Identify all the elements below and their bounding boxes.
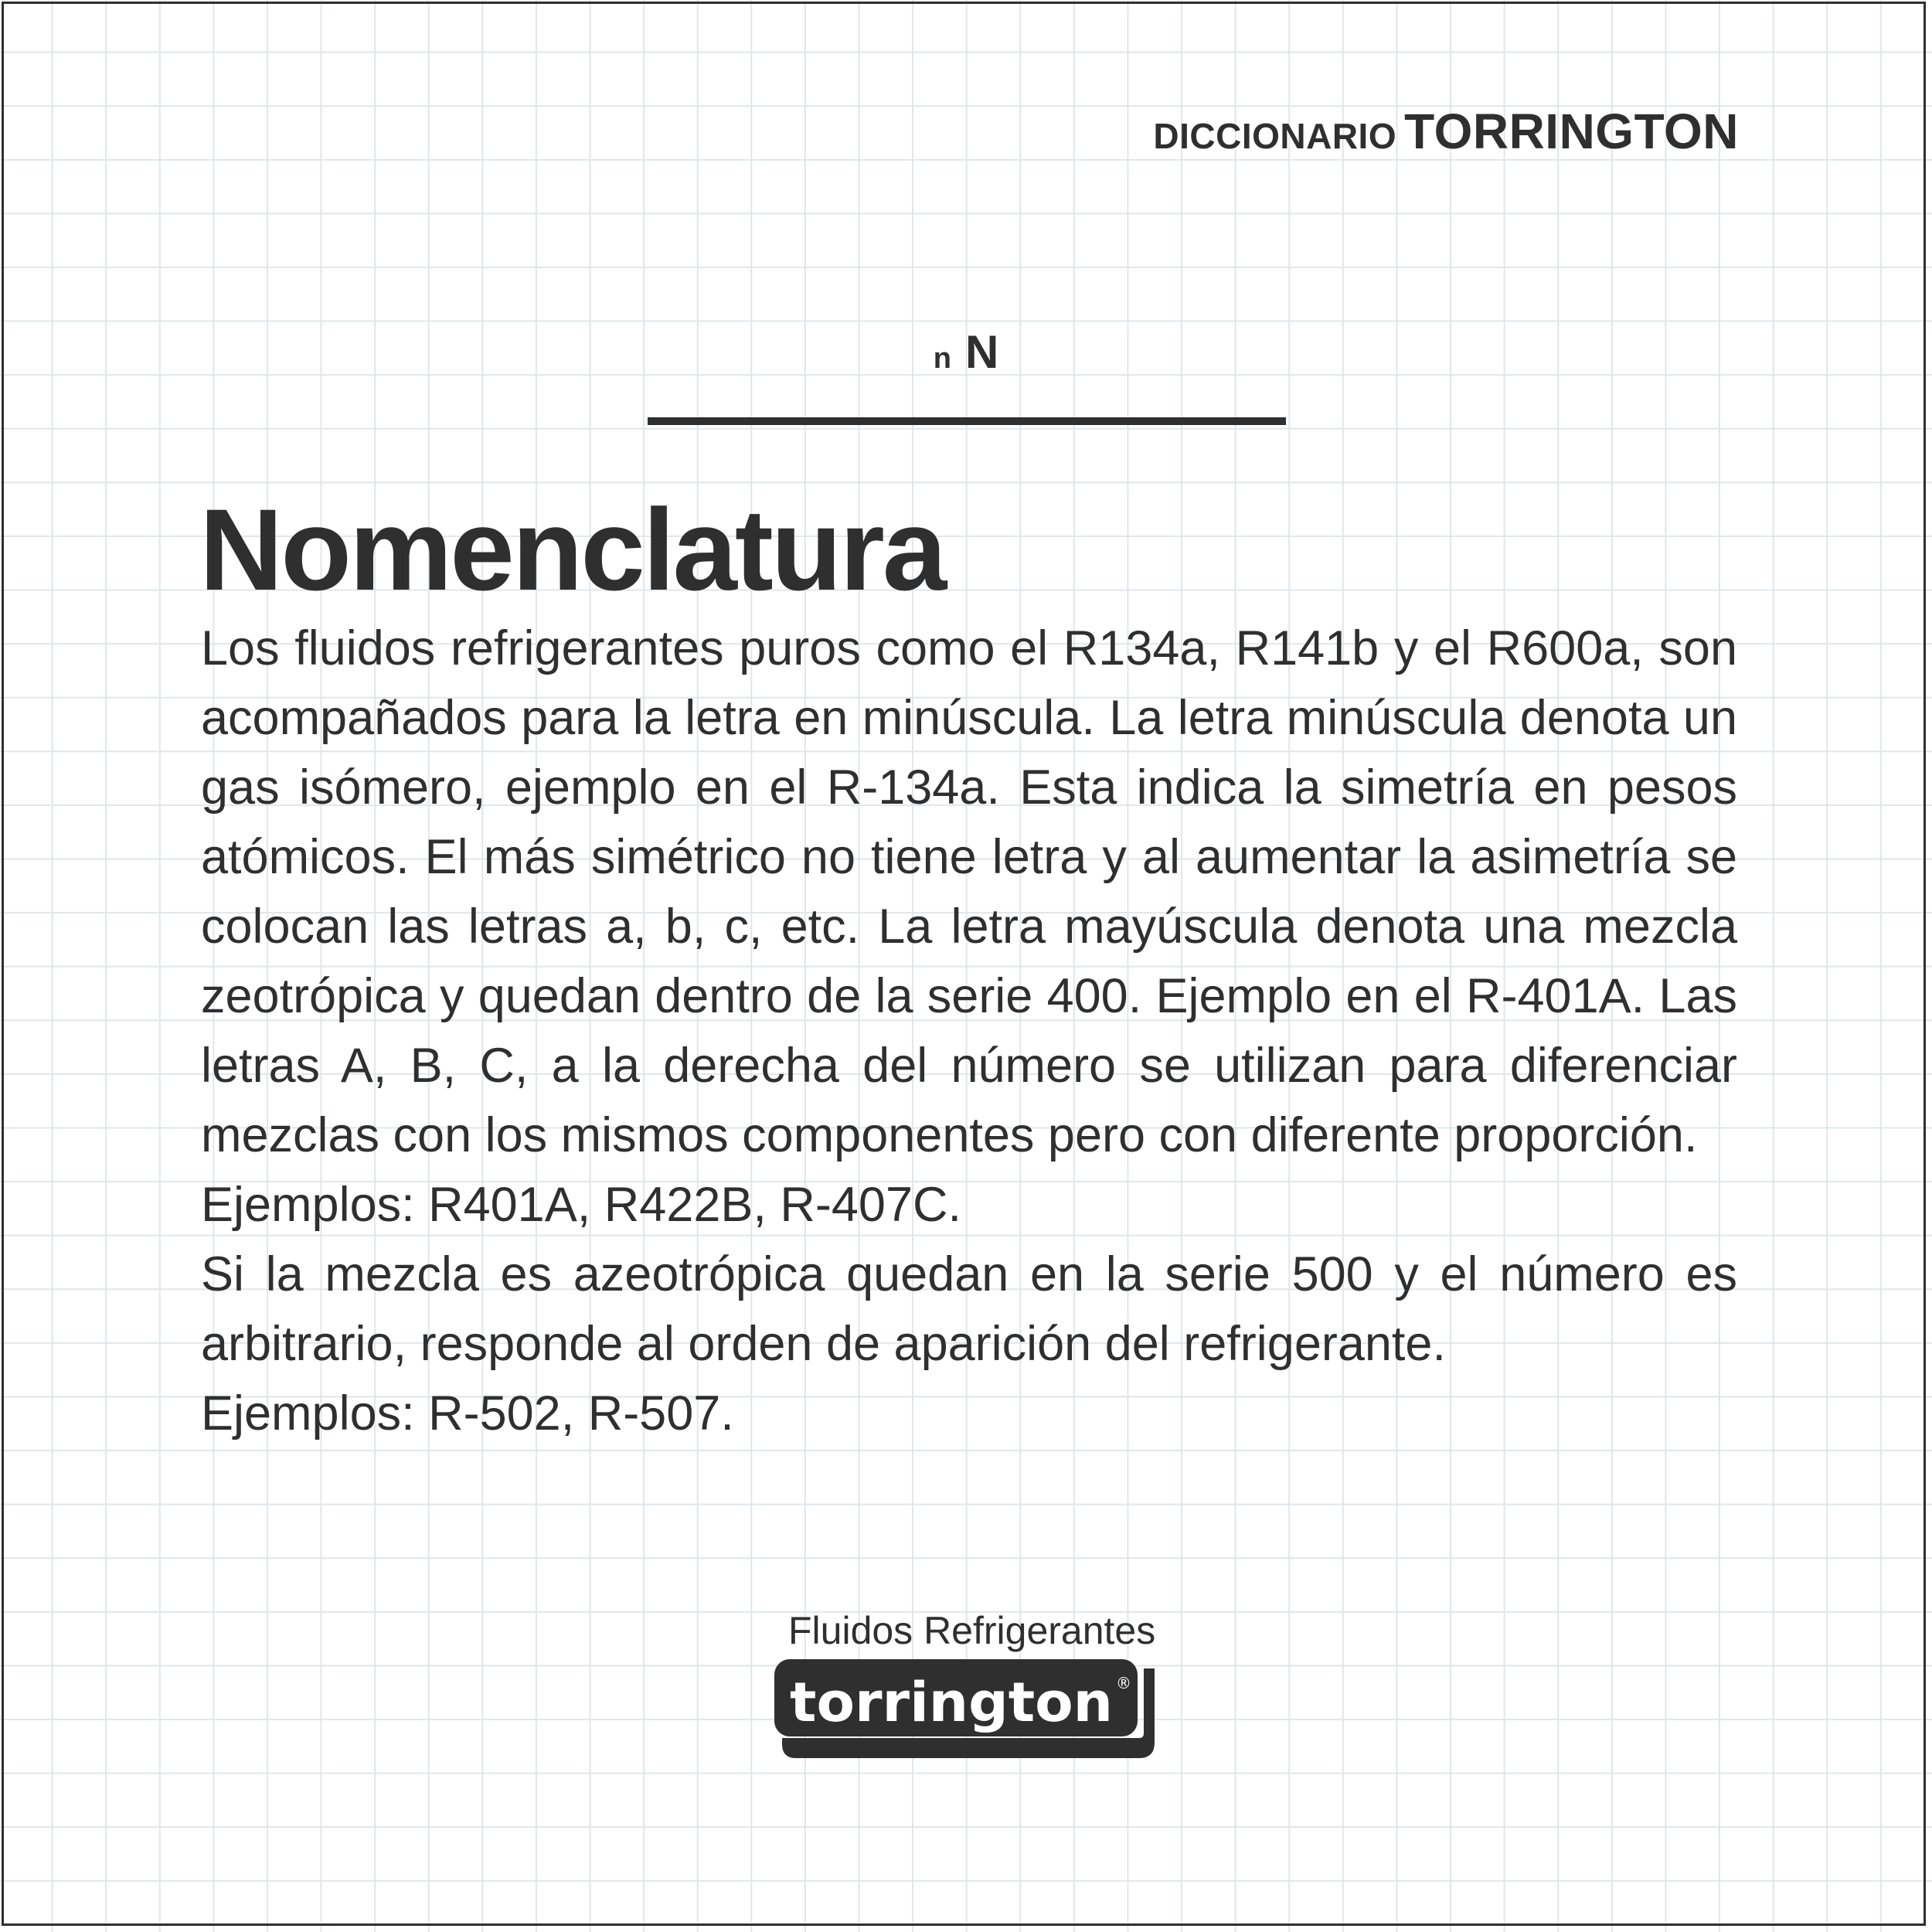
definition-paragraph: Los fluidos refrigerantes puros como el R134a, R141b y el R600a, son acompañados para la letra en minúscula. La letra minúscula denota un gas isómero, ejemplo en el R-134a. Esta indica la simetría en pesos atómicos. El más simétrico no tiene letra y al aumentar la asimetría se colocan las letras a, b, c, etc. La letra mayúscula denota una mezcla zeotrópica y quedan dentro de la serie 400. Ejemplo en el R-401A. Las letras A, B, C, a la derecha del número se utilizan para diferenciar mezclas con los mismos componentes pero con diferente proporción. (201, 621, 1737, 1162)
header-brand: TORRINGTON (1404, 104, 1739, 159)
letter-lowercase: n (933, 342, 951, 375)
definition-paragraph: Si la mezcla es azeotrópica quedan en la serie 500 y el número es arbitrario, responde al orden de aparición del refrigerante. (201, 1247, 1737, 1371)
entry-definition (201, 614, 1737, 1448)
logo-badge (773, 1658, 1163, 1766)
registered-mark: ® (1116, 1674, 1131, 1692)
logo-subtitle: Fluidos Refrigerantes (788, 1609, 1156, 1652)
divider-rule (648, 417, 1286, 425)
letter-uppercase: N (964, 326, 999, 378)
entry-title: Nomenclatura (199, 485, 945, 614)
definition-examples: Ejemplos: R-502, R-507. (201, 1386, 734, 1440)
logo-brand-text: torrington (790, 1671, 1113, 1734)
letter-index (0, 326, 1932, 378)
dictionary-header (1153, 104, 1739, 159)
header-label: DICCIONARIO (1153, 116, 1397, 156)
torrington-logo (773, 1611, 1175, 1766)
definition-examples: Ejemplos: R401A, R422B, R-407C. (201, 1178, 961, 1232)
